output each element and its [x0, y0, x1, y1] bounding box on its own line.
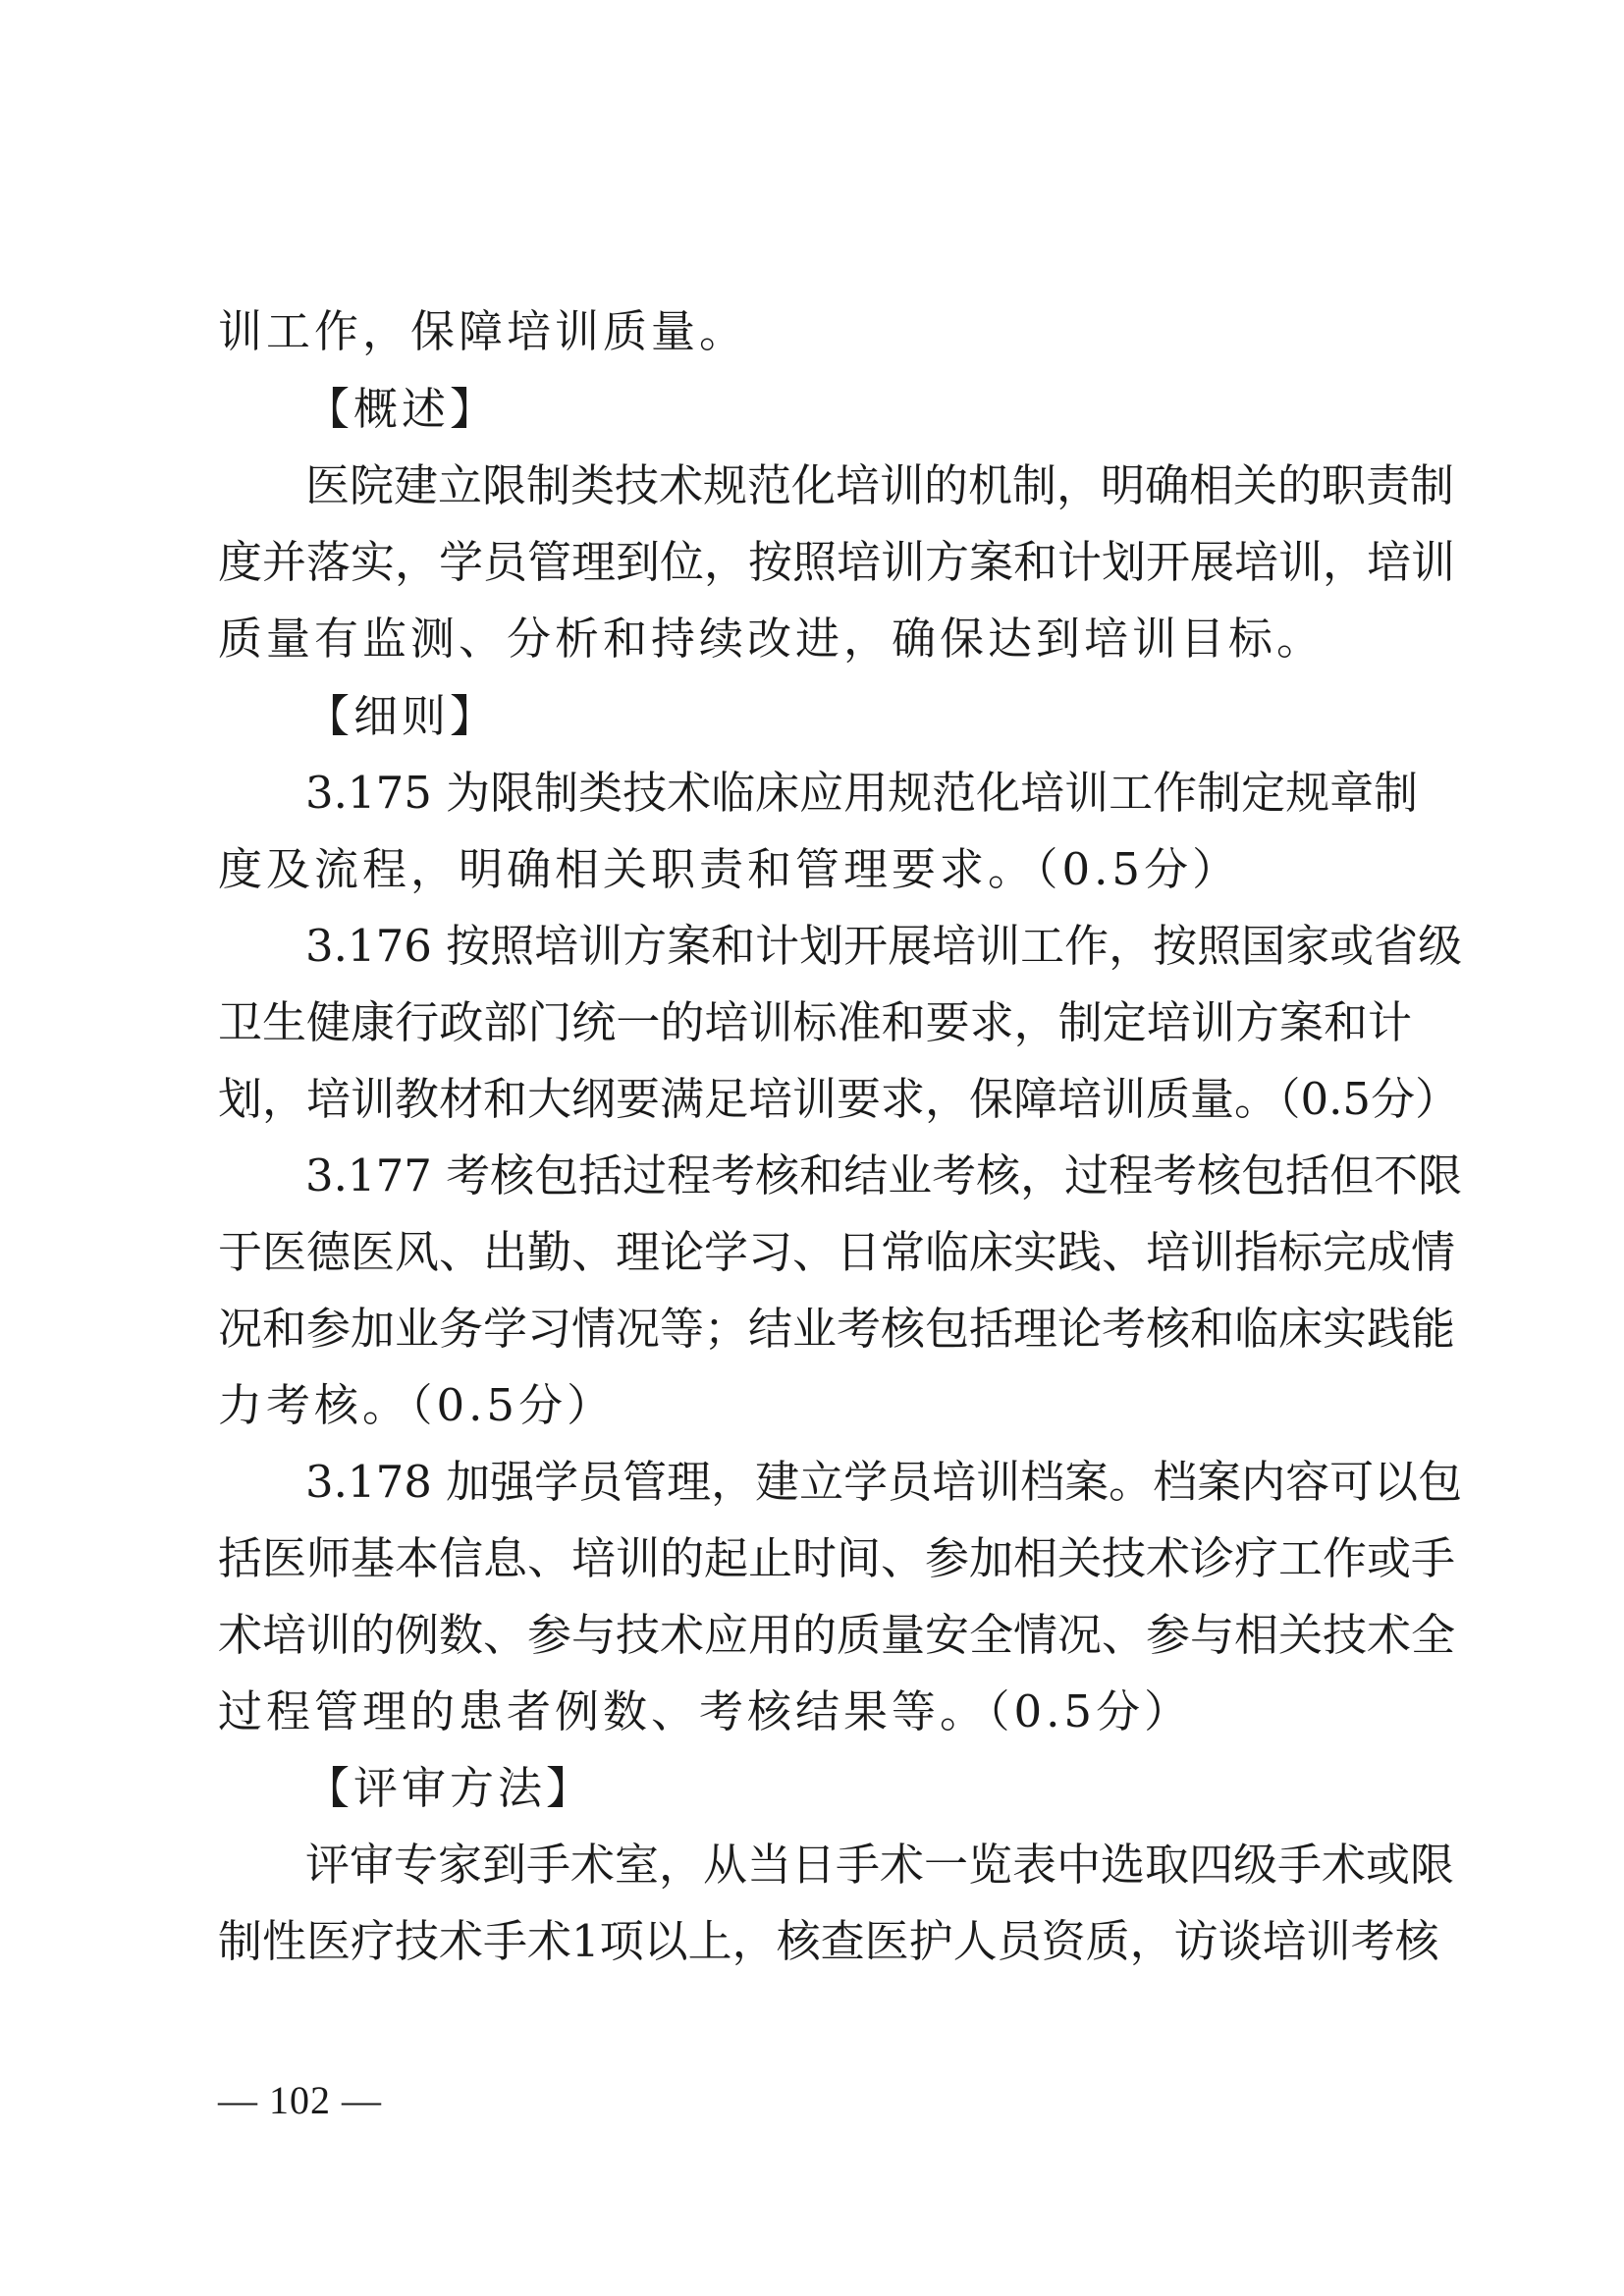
detail-item-3-175-line: 3.175 为限制类技术临床应用规范化培训工作制定规章制 [305, 767, 1419, 819]
paragraph-continuation-line: 训工作，保障培训质量。 [218, 305, 748, 357]
detail-item-3-178-line: 括医师基本信息、培训的起止时间、参加相关技术诊疗工作或手 [218, 1532, 1456, 1584]
detail-item-3-176-line: 划，培训教材和大纲要满足培训要求，保障培训质量。（0.5分） [218, 1073, 1460, 1125]
overview-paragraph-line: 度并落实，学员管理到位，按照培训方案和计划开展培训，培训 [218, 536, 1456, 588]
detail-item-3-177-line: 3.177 考核包括过程考核和结业考核，过程考核包括但不限 [305, 1149, 1463, 1201]
detail-item-3-178-line: 术培训的例数、参与技术应用的质量安全情况、参与相关技术全 [218, 1609, 1456, 1661]
detail-item-3-176-line: 3.176 按照培训方案和计划开展培训工作，按照国家或省级 [305, 920, 1463, 972]
section-heading-overview: 【概述】 [305, 383, 499, 435]
detail-item-3-177-line: 于医德医风、出勤、理论学习、日常临床实践、培训指标完成情 [218, 1226, 1456, 1278]
detail-item-3-178-line: 过程管理的患者例数、考核结果等。（0.5分） [218, 1685, 1193, 1737]
detail-item-3-176-line: 卫生健康行政部门统一的培训标准和要求，制定培训方案和计 [218, 996, 1412, 1048]
section-heading-details: 【细则】 [305, 690, 499, 742]
detail-item-3-175-line: 度及流程，明确相关职责和管理要求。（0.5分） [218, 843, 1241, 895]
review-method-paragraph-line: 制性医疗技术手术1项以上，核查医护人员资质，访谈培训考核 [218, 1915, 1439, 1967]
page-number: — 102 — [218, 2078, 382, 2122]
section-heading-review-method: 【评审方法】 [305, 1762, 595, 1814]
overview-paragraph-line: 医院建立限制类技术规范化培训的机制，明确相关的职责制 [305, 459, 1455, 511]
review-method-paragraph-line: 评审专家到手术室，从当日手术一览表中选取四级手术或限 [305, 1839, 1455, 1891]
detail-item-3-177-line: 况和参加业务学习情况等；结业考核包括理论考核和临床实践能 [218, 1303, 1456, 1355]
detail-item-3-178-line: 3.178 加强学员管理，建立学员培训档案。档案内容可以包 [305, 1456, 1463, 1508]
detail-item-3-177-line: 力考核。（0.5分） [218, 1379, 616, 1431]
overview-paragraph-line: 质量有监测、分析和持续改进，确保达到培训目标。 [218, 613, 1326, 665]
